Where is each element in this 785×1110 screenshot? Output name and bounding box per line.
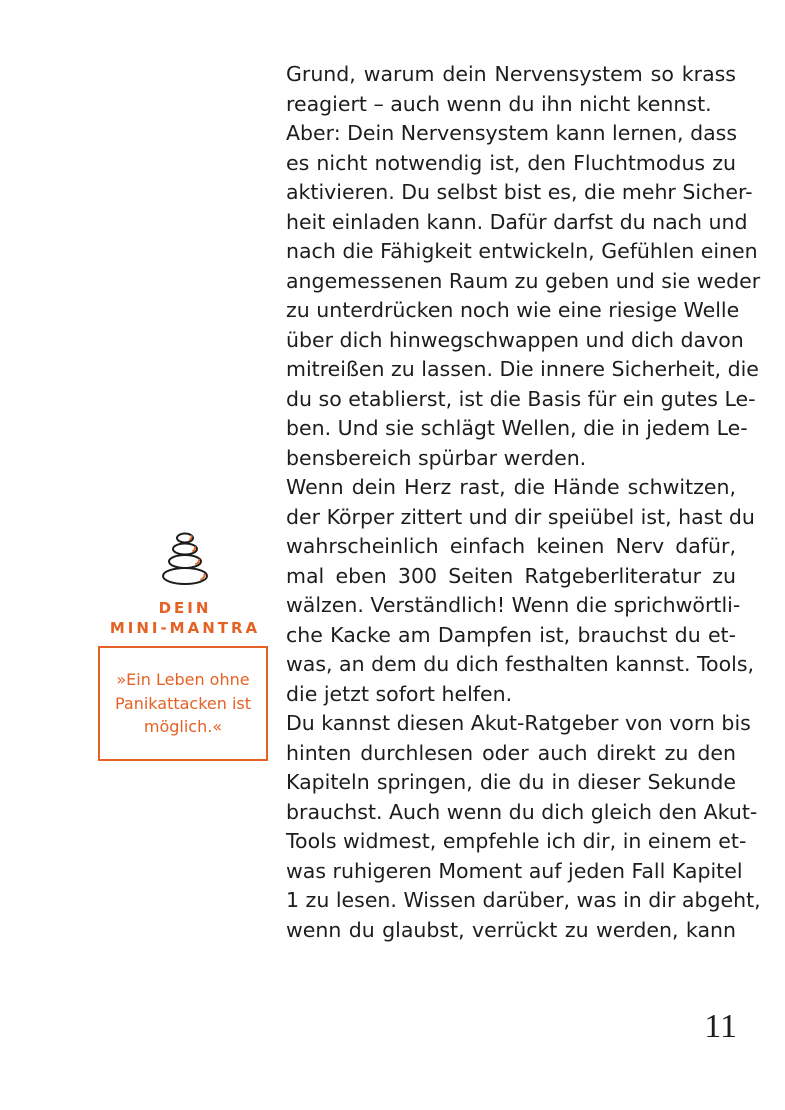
text-line: heit einladen kann. Dafür darfst du nach und (286, 209, 748, 234)
text-line: wahrscheinlich einfach keinen Nerv dafür, (286, 534, 736, 558)
body-text (286, 60, 761, 945)
text-line: Grund, warum dein Nervensystem so krass (286, 62, 736, 86)
mantra-quote (115, 668, 251, 739)
text-line: wenn du glaubst, verrückt zu werden, kann (286, 917, 736, 942)
text-line: was, an dem du dich festhalten kannst. Tools, (286, 652, 755, 676)
text-line: Du kannst diesen Akut-Ratgeber von vorn bis (286, 711, 751, 735)
mantra-quote-box (98, 646, 268, 761)
text-line: zu unterdrücken noch wie eine riesige Welle (286, 298, 740, 322)
text-line: es nicht notwendig ist, den Fluchtmodus zu (286, 150, 736, 175)
text-line: hinten durchlesen oder auch direkt zu den (286, 740, 736, 765)
text-line: Tools widmest, empfehle ich dir, in einem et- (286, 829, 747, 853)
text-line: nach die Fähigkeit entwickeln, Gefühlen einen (286, 239, 758, 263)
mantra-quote-line: möglich.« (143, 717, 223, 737)
page-number: 11 (704, 1008, 737, 1045)
text-line: angemessenen Raum zu geben und sie weder (286, 268, 761, 293)
text-line: was ruhigeren Moment auf jeden Fall Kapitel (286, 858, 743, 883)
text-line: mitreißen zu lassen. Die innere Sicherheit, die (286, 357, 759, 381)
text-line: ben. Und sie schlägt Wellen, die in jedem Le- (286, 416, 748, 440)
mantra-heading-line: DEIN (158, 599, 212, 617)
mantra-heading (98, 598, 272, 638)
text-line: über dich hinwegschwappen und dich davon (286, 327, 744, 352)
text-line: bensbereich spürbar werden. (286, 445, 587, 470)
text-line: der Körper zittert und dir speiübel ist, hast du (286, 504, 755, 529)
text-line: Aber: Dein Nervensystem kann lernen, dass (286, 121, 737, 145)
mantra-quote-line: »Ein Leben ohne (116, 670, 250, 690)
stacked-stones-icon (155, 528, 215, 588)
text-line: wälzen. Verständlich! Wenn die sprichwörtli- (286, 593, 741, 617)
text-line: die jetzt sofort helfen. (286, 681, 513, 706)
text-line: aktivieren. Du selbst bist es, die mehr Sicher- (286, 180, 753, 204)
text-line: du so etablierst, ist die Basis für ein gutes Le- (286, 386, 756, 411)
text-line: brauchst. Auch wenn du dich gleich den Akut- (286, 799, 758, 824)
mini-mantra-sidebar (98, 528, 272, 761)
text-line: mal eben 300 Seiten Ratgeberliteratur zu (286, 563, 736, 588)
text-line: Kapiteln springen, die du in dieser Sekunde (286, 770, 736, 794)
text-line: Wenn dein Herz rast, die Hände schwitzen, (286, 475, 736, 499)
mantra-heading-line: MINI-MANTRA (109, 619, 261, 637)
text-line: reagiert – auch wenn du ihn nicht kennst. (286, 91, 712, 116)
mantra-quote-line: Panikattacken ist (114, 693, 252, 713)
text-line: che Kacke am Dampfen ist, brauchst du et- (286, 622, 736, 647)
text-line: 1 zu lesen. Wissen darüber, was in dir abgeht, (286, 888, 761, 912)
